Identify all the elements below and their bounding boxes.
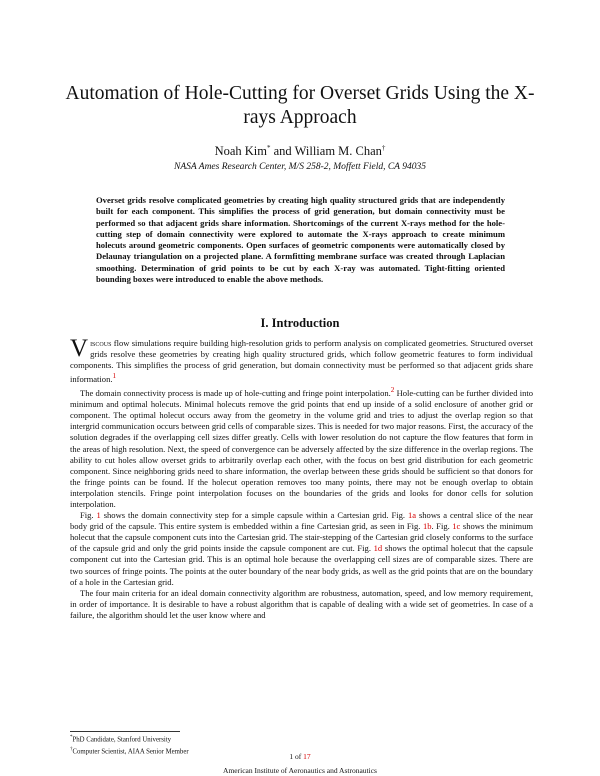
- footnote-divider: [70, 731, 180, 732]
- paragraph-text: shows the domain connectivity step for a simple capsule within a Cartesian grid. Fig.: [100, 510, 408, 521]
- paragraph-text: shows the minimum holecut that the capsule component cuts into the Cartesian grid. The stair-stepping of the Cartesian grid closely conforms to the surface of the capsule grid and only the grid points inside the capsule component are cut. Fig.: [70, 521, 533, 554]
- drop-cap: V: [70, 335, 89, 362]
- paragraph: [70, 510, 533, 588]
- paragraph-text: shows a central slice of the near body grid of the capsule. This entire system is embedded within a fine Cartesian grid, as seen in Fig.: [70, 510, 533, 532]
- footnote-marker: †: [70, 746, 73, 752]
- paragraph-text: Hole-cutting can be further divided into minimum and optimal holecuts. Minimal holecuts remove the grid points that end up inside of a solid enclosure of another grid or component. The optimal holecut occurs away from the geometry in the volume grid and tries to adjust the overlap region so that intergrid communication occurs between grid cells of comparable sizes. This is needed for two major reasons. First, the accuracy of the solution degrades if the overlapping cell sizes differ greatly. Cells with lower resolution do not capture the flow features that form in the areas of high resolution. Next, the speed of convergence can be adversely affected by the size difference in the overlap regions. The ability to cut holes allow overset grids to arbitrarily overlap each other, with the focus on best grid distribution for each geometric component. Since neighboring grids need to share information, the overlap between these grids should be sufficient so that donors for the fringe points can be found. If the holecut operation removes too many points, there may not be enough overlap to obtain interpolation stencils. Fringe point interpolation focuses on the boundaries of the grids and looks for donor cells for solution interpolation.: [70, 388, 533, 509]
- paragraph-text: The four main criteria for an ideal domain connectivity algorithm are robustness, automation, speed, and low memory requirement, in order of importance. It is desirable to have a robust algorithm that is capable of dealing with a wide set of geometries. In case of a failure, the algorithm should let the user know where and: [70, 587, 533, 620]
- page-footer: American Institute of Aeronautics and Astronautics: [223, 766, 377, 775]
- paragraph: [70, 385, 533, 510]
- paragraph-text: . Fig.: [431, 521, 453, 532]
- paragraph: [70, 588, 533, 621]
- footnote-text: PhD Candidate, Stanford University: [72, 736, 172, 744]
- citation-link[interactable]: 1: [112, 372, 117, 381]
- affiliation: NASA Ames Research Center, M/S 258-2, Moffett Field, CA 94035: [174, 162, 426, 172]
- figure-link[interactable]: 1a: [407, 510, 417, 521]
- page-number: [250, 752, 350, 761]
- paper-title: Automation of Hole-Cutting for Overset Grids Using the X-rays Approach: [65, 83, 535, 128]
- paragraph: [70, 335, 533, 385]
- figure-link[interactable]: 1b: [422, 521, 432, 532]
- page-of-label: of: [293, 752, 304, 761]
- current-page: 1: [289, 752, 294, 761]
- figure-link[interactable]: 1c: [452, 521, 461, 532]
- figure-link[interactable]: 1d: [373, 543, 383, 554]
- paragraph-text: Fig.: [80, 510, 97, 521]
- paragraph-text: shows the optimal holecut that the capsule component cut into the Cartesian grid. This is an optimal hole because the overlapping cell sizes are of comparable sizes. There are two sources of fringe points. The points at the outer boundary of the near body grids, as well as the grid points that are on the boundary of a hole in the Cartesian grid.: [70, 543, 533, 587]
- author-conjunction: and: [270, 144, 295, 159]
- author-name: Noah Kim: [214, 144, 267, 159]
- paragraph-text: The domain connectivity process is made up of hole-cutting and fringe point interpolation.: [80, 388, 391, 399]
- footnote-marker: *: [70, 735, 73, 740]
- author-line: [60, 144, 540, 159]
- footnote-text: Computer Scientist, AIAA Senior Member: [72, 748, 189, 756]
- citation-link[interactable]: 2: [390, 386, 395, 395]
- footnote-marker: *: [267, 144, 271, 152]
- footnote: [70, 733, 470, 745]
- small-caps-word: iscous: [90, 338, 112, 348]
- total-pages-link[interactable]: 17: [303, 752, 311, 761]
- body-text: [70, 335, 533, 621]
- author-name: William M. Chan: [294, 144, 382, 159]
- figure-link[interactable]: 1: [96, 510, 101, 521]
- paragraph-text: flow simulations require building high-resolution grids to perform analysis on complicated geometries. Structured overset grids resolve these geometries by creating high quality structured grids, which follow geometric features to form individual components. This simplifies the process of grid generation, but domain connectivity must be performed so that adjacent grids share information.: [70, 338, 533, 385]
- footnote-marker: †: [381, 144, 386, 152]
- abstract: Overset grids resolve complicated geometries by creating high quality structured grids that are independently built for each component. This simplifies the process of grid generation, but domain connectivity must be performed so that adjacent grids share information. Shortcomings of the current X-rays method for the hole-cutting step of domain connectivity were explored to automate the X-rays approach to create minimum holecuts around geometric components. Open surfaces of geometric components were automatically closed by Delaunay triangulation on a projected plane. A formfitting membrane surface was created through Laplacian smoothing. Determination of grid points to be cut by each X-ray was automated. Tight-fitting oriented bounding boxes were introduced to enable the above methods.: [96, 195, 505, 284]
- section-heading: I. Introduction: [260, 316, 340, 330]
